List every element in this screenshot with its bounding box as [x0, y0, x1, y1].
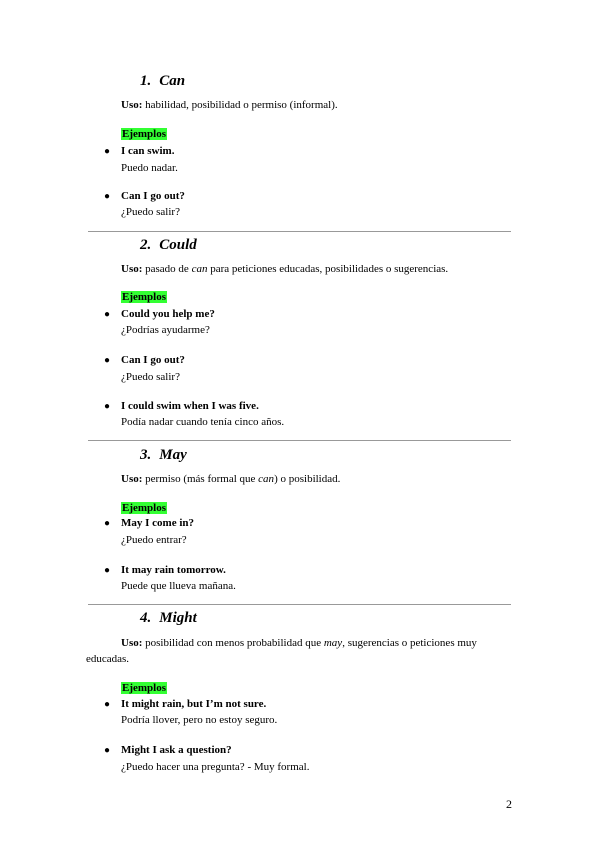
usage-label: Uso: [121, 473, 143, 485]
section-number: 3. [140, 447, 152, 463]
example-english: Might I ask a question? [121, 744, 232, 756]
example-spanish: ¿Puedo salir? [121, 371, 180, 383]
example-english: I can swim. [121, 145, 175, 157]
example-spanish: Puedo nadar. [121, 162, 178, 174]
examples-label: Ejemplos [122, 502, 166, 514]
example-english: May I come in? [121, 517, 195, 529]
bullet-icon: ● [104, 191, 111, 202]
section-title: Might [159, 610, 197, 626]
usage-text: para peticiones educadas, posibilidades o sugerencias. [207, 263, 449, 275]
section-heading-could [140, 237, 197, 254]
section-heading-can [140, 73, 185, 90]
usage-line [121, 263, 521, 275]
usage-line [86, 635, 516, 667]
section-divider [88, 440, 511, 441]
bullet-icon: ● [104, 146, 111, 157]
usage-emphasis: may [323, 637, 343, 649]
section-title: May [159, 447, 187, 463]
page-number: 2 [506, 797, 512, 811]
bullet-icon: ● [104, 309, 111, 320]
usage-text: habilidad, posibilidad o permiso (informal). [142, 99, 338, 111]
example-english: Can I go out? [121, 190, 185, 202]
usage-emphasis: can [191, 263, 208, 275]
section-title: Can [159, 73, 186, 89]
usage-emphasis: can [258, 473, 275, 485]
example-english: Could you help me? [121, 308, 215, 320]
section-number: 1. [140, 73, 152, 89]
example-english: Can I go out? [121, 354, 185, 366]
example-spanish: Podría llover, pero no estoy seguro. [121, 714, 278, 726]
usage-label: Uso: [121, 99, 143, 111]
bullet-icon: ● [104, 518, 111, 529]
example-spanish: Podía nadar cuando tenía cinco años. [121, 416, 285, 428]
example-spanish: ¿Puedo hacer una pregunta? - Muy formal. [121, 761, 310, 773]
section-number: 4. [140, 610, 152, 626]
section-heading-may [140, 447, 187, 464]
usage-line [121, 99, 521, 111]
bullet-icon: ● [104, 699, 111, 710]
bullet-icon: ● [104, 355, 111, 366]
example-spanish: ¿Puedo entrar? [121, 534, 187, 546]
section-title: Could [159, 237, 197, 253]
bullet-icon: ● [104, 565, 111, 576]
examples-label: Ejemplos [122, 128, 166, 140]
usage-text: ) o posibilidad. [274, 473, 341, 485]
usage-text: posibilidad con menos probabilidad que [142, 637, 324, 649]
usage-text: permiso (más formal que [142, 473, 259, 485]
usage-line [121, 473, 521, 485]
example-spanish: Puede que llueva mañana. [121, 580, 236, 592]
section-divider [88, 231, 511, 232]
examples-label: Ejemplos [122, 682, 166, 694]
usage-text: pasado de [142, 263, 192, 275]
example-english: It might rain, but I’m not sure. [121, 698, 267, 710]
usage-text: , sugerencias o peticiones muy educadas. [86, 637, 477, 665]
example-english: I could swim when I was five. [121, 400, 259, 412]
bullet-icon: ● [104, 745, 111, 756]
section-number: 2. [140, 237, 152, 253]
section-divider [88, 604, 511, 605]
section-heading-might [140, 610, 197, 627]
example-spanish: ¿Puedo salir? [121, 206, 180, 218]
example-english: It may rain tomorrow. [121, 564, 226, 576]
example-spanish: ¿Podrías ayudarme? [121, 324, 210, 336]
usage-label: Uso: [121, 263, 143, 275]
usage-label: Uso: [121, 637, 143, 649]
examples-label: Ejemplos [122, 291, 166, 303]
bullet-icon: ● [104, 401, 111, 412]
